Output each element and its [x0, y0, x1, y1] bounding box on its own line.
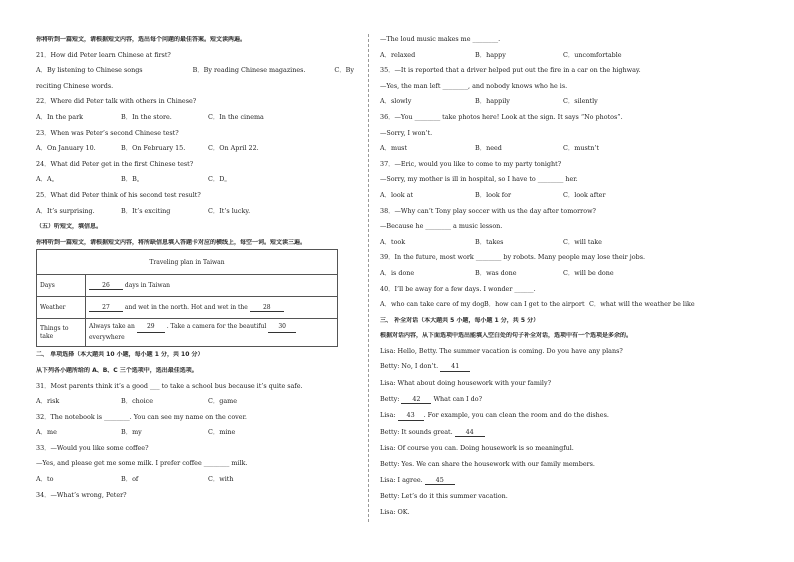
option-b[interactable]: B．how can I get to the airport [484, 300, 585, 309]
option-c[interactable]: C．mustn’t [563, 144, 600, 153]
option-b[interactable]: B．my [121, 428, 142, 437]
row-label: Things to take [37, 319, 86, 347]
question-33: 33．—Would you like some coffee? [36, 444, 149, 452]
table-row-things [37, 319, 338, 347]
question-36: 36．—You ________ take photos here! Look at the sign. It says “No photos”. [380, 113, 623, 121]
row-text: days in Taiwan [124, 281, 171, 289]
answer-blank-42[interactable]: 42 [401, 396, 431, 405]
left-column [36, 36, 354, 499]
option-c[interactable]: C．game [208, 397, 238, 406]
question-31: 31．Most parents think it’s a good ___ to take a school bus because it’s quite safe. [36, 382, 303, 390]
part-5-instructions: 你将听到一篇短文，请根据短文内容，将所缺信息填入答题卡对应的横线上，每空一词。短文读三遍。 [36, 238, 307, 246]
listening-instructions: 你将听到一篇短文，请根据短文内容，选出每个问题的最佳答案。短文读两遍。 [36, 36, 247, 43]
question-22: 22．Where did Peter talk with others in Chinese? [36, 98, 197, 106]
dialogue-text: Betty: No, I don’t. [380, 363, 439, 371]
row-label: Weather [37, 297, 86, 319]
option-c[interactable]: C．On April 22. [208, 144, 259, 153]
option-a[interactable]: A．By listening to Chinese songs [36, 66, 143, 75]
option-b[interactable]: B．takes [475, 237, 504, 246]
row-text: Always take an [89, 323, 135, 331]
option-b[interactable]: B．happy [475, 50, 506, 59]
question-34-reply: —The loud music makes me ________. [380, 36, 501, 43]
dialogue-line-6 [380, 429, 704, 438]
option-c[interactable]: C．silently [563, 97, 598, 106]
option-b[interactable]: B．happily [475, 97, 510, 106]
question-36-options [380, 145, 704, 153]
question-33-reply: —Yes, and please get me some milk. I prefer coffee ________ milk. [36, 460, 248, 468]
question-40: 40．I’ll be away for a few days. I wonder ______. [380, 285, 536, 293]
row-text: and wet in the north. Hot and wet in the [124, 303, 248, 311]
dialogue-text: Lisa: [380, 412, 396, 420]
question-23-options [36, 145, 354, 153]
question-33-options [36, 476, 354, 484]
option-a[interactable]: A．It’s surprising. [36, 206, 95, 215]
dialogue-line-5 [380, 412, 704, 421]
option-b[interactable]: B．It’s exciting [121, 206, 171, 215]
option-a[interactable]: A．slowly [380, 97, 412, 106]
question-31-options [36, 398, 354, 406]
option-c[interactable]: C．look after [563, 190, 606, 199]
row-label: Days [37, 275, 86, 297]
dialogue-line-3: Lisa: What about doing housework with your family? [380, 380, 552, 388]
option-a[interactable]: A．who can take care of my dog [380, 300, 485, 309]
dialogue-line-9 [380, 477, 704, 486]
dialogue-line-11: Lisa: OK. [380, 508, 410, 516]
question-23: 23．When was Peter’s second Chinese test? [36, 129, 179, 137]
column-divider [368, 34, 369, 522]
option-a[interactable]: A．to [36, 475, 54, 484]
dialogue-line-8: Betty: Yes. We can share the housework with our family members. [380, 461, 595, 469]
section-3-title: 三、 补全对话（本大题共 5 小题，每小题 1 分，共 5 分） [380, 316, 540, 324]
question-25-options [36, 208, 354, 216]
dialogue-line-10: Betty: Let’s do it this summer vacation. [380, 493, 508, 501]
option-a[interactable]: A．look at [380, 190, 414, 199]
travel-plan-table [36, 249, 338, 347]
question-38: 38．—Why can’t Tony play soccer with us the day after tomorrow? [380, 207, 596, 215]
question-24-options [36, 176, 354, 184]
option-b[interactable]: B．In the store. [121, 112, 172, 121]
section-2-instructions: 从下列各小题所给的 A、B、C 三个选项中，选出最佳选项。 [36, 366, 198, 374]
option-a[interactable]: A．took [380, 237, 406, 246]
question-35-reply: —Yes, the man left ________, and nobody knows who he is. [380, 82, 568, 90]
question-39-options [380, 270, 704, 278]
table-row-days [37, 275, 338, 297]
answer-blank-26[interactable]: 26 [89, 282, 123, 291]
option-a[interactable]: A．A。 [36, 175, 59, 184]
option-c[interactable]: C．By [334, 66, 354, 75]
question-40-options [380, 301, 704, 309]
dialogue-text: Lisa: I agree. [380, 476, 423, 484]
option-a[interactable]: A．risk [36, 397, 60, 406]
dialogue-line-1: Lisa: Hello, Betty. The summer vacation is coming. Do you have any plans? [380, 347, 623, 355]
table-row-weather [37, 297, 338, 319]
option-c[interactable]: C．uncomfortable [563, 50, 622, 59]
option-a[interactable]: A．relaxed [380, 50, 416, 59]
option-a[interactable]: A．is done [380, 268, 415, 277]
question-37-reply: —Sorry, my mother is ill in hospital, so I have to ________ her. [380, 176, 578, 184]
option-b[interactable]: B．B。 [121, 175, 144, 184]
row-content [86, 275, 338, 297]
question-37-options [380, 192, 704, 200]
question-39: 39．In the future, most work ________ by robots. Many people may lose their jobs. [380, 254, 645, 262]
question-38-options [380, 239, 704, 247]
table-title: Traveling plan in Taiwan [37, 250, 338, 275]
dialogue-text: Betty: [380, 395, 400, 403]
question-21-options [36, 67, 354, 75]
dialogue-text: Betty: It sounds great. [380, 428, 453, 436]
row-text: . Take a camera for the beautiful [166, 323, 267, 331]
option-c[interactable]: C．what will the weather be like [589, 300, 695, 309]
dialogue-line-4 [380, 396, 704, 405]
dialogue-line-2 [380, 363, 704, 372]
option-a[interactable]: A．me [36, 428, 57, 437]
part-5-title: （五）听短文，填信息。 [36, 223, 103, 231]
question-35: 35．—It is reported that a driver helped put out the fire in a car on the highway. [380, 67, 641, 75]
dialogue-text: . For example, you can clean the room and do the dishes. [423, 412, 609, 420]
dialogue-text: What can I do? [433, 395, 483, 403]
question-21: 21．How did Peter learn Chinese at first? [36, 51, 171, 59]
option-c[interactable]: C．In the cinema [208, 112, 264, 121]
option-b[interactable]: B．By reading Chinese magazines. [192, 66, 306, 75]
answer-blank-29[interactable]: 29 [137, 322, 165, 333]
dialogue-line-7: Lisa: Of course you can. Doing housework is so meaningful. [380, 445, 574, 453]
option-b[interactable]: B．need [475, 144, 502, 153]
question-35-options [380, 98, 704, 106]
question-25: 25．What did Peter think of his second test result? [36, 191, 201, 199]
right-column [380, 36, 704, 516]
option-c-continued: reciting Chinese words. [36, 82, 114, 90]
option-a[interactable]: A．In the park [36, 112, 84, 121]
answer-blank-44[interactable]: 44 [455, 429, 485, 438]
row-content [86, 319, 338, 347]
question-22-options [36, 114, 354, 122]
row-content [86, 297, 338, 319]
answer-blank-27[interactable]: 27 [89, 304, 123, 313]
question-38-reply: —Because he ________ a music lesson. [380, 223, 503, 231]
option-b[interactable]: B．of [121, 475, 139, 484]
option-b[interactable]: B．look for [475, 190, 511, 199]
option-c[interactable]: C．It’s lucky. [208, 206, 251, 215]
option-c[interactable]: C．D。 [208, 175, 231, 184]
question-37: 37．—Eric, would you like to come to my party tonight? [380, 160, 562, 168]
answer-blank-28[interactable]: 28 [250, 304, 284, 313]
question-36-reply: —Sorry, I won’t. [380, 129, 433, 137]
question-24: 24．What did Peter get in the first Chinese test? [36, 160, 194, 168]
option-b[interactable]: B．choice [121, 397, 154, 406]
section-3-instructions: 根据对话内容，从下面选项中选出能填入空白处的句子补全对话，选项中有一个选项是多余的。 [380, 332, 633, 340]
section-2-title: 二、 单项选择（本大题共 10 小题，每小题 1 分，共 10 分） [36, 351, 204, 359]
option-c[interactable]: C．will be done [563, 268, 614, 277]
answer-blank-41[interactable]: 41 [440, 363, 470, 372]
option-c[interactable]: C．with [208, 475, 234, 484]
answer-blank-43[interactable]: 43 [398, 412, 424, 421]
answer-blank-30[interactable]: 30 [268, 322, 296, 333]
option-b[interactable]: B．On February 15. [121, 144, 186, 153]
row-text: everywhere [89, 334, 125, 342]
question-32-options [36, 429, 354, 437]
question-32: 32．The notebook is ________. You can see my name on the cover. [36, 413, 247, 421]
option-b[interactable]: B．was done [475, 268, 517, 277]
option-c[interactable]: C．will take [563, 237, 602, 246]
option-c[interactable]: C．mine [208, 428, 236, 437]
option-a[interactable]: A．On January 10. [36, 144, 96, 153]
answer-blank-45[interactable]: 45 [425, 477, 455, 486]
question-34: 34．—What’s wrong, Peter? [36, 491, 127, 499]
question-34-options [380, 52, 704, 60]
option-a[interactable]: A．must [380, 144, 408, 153]
